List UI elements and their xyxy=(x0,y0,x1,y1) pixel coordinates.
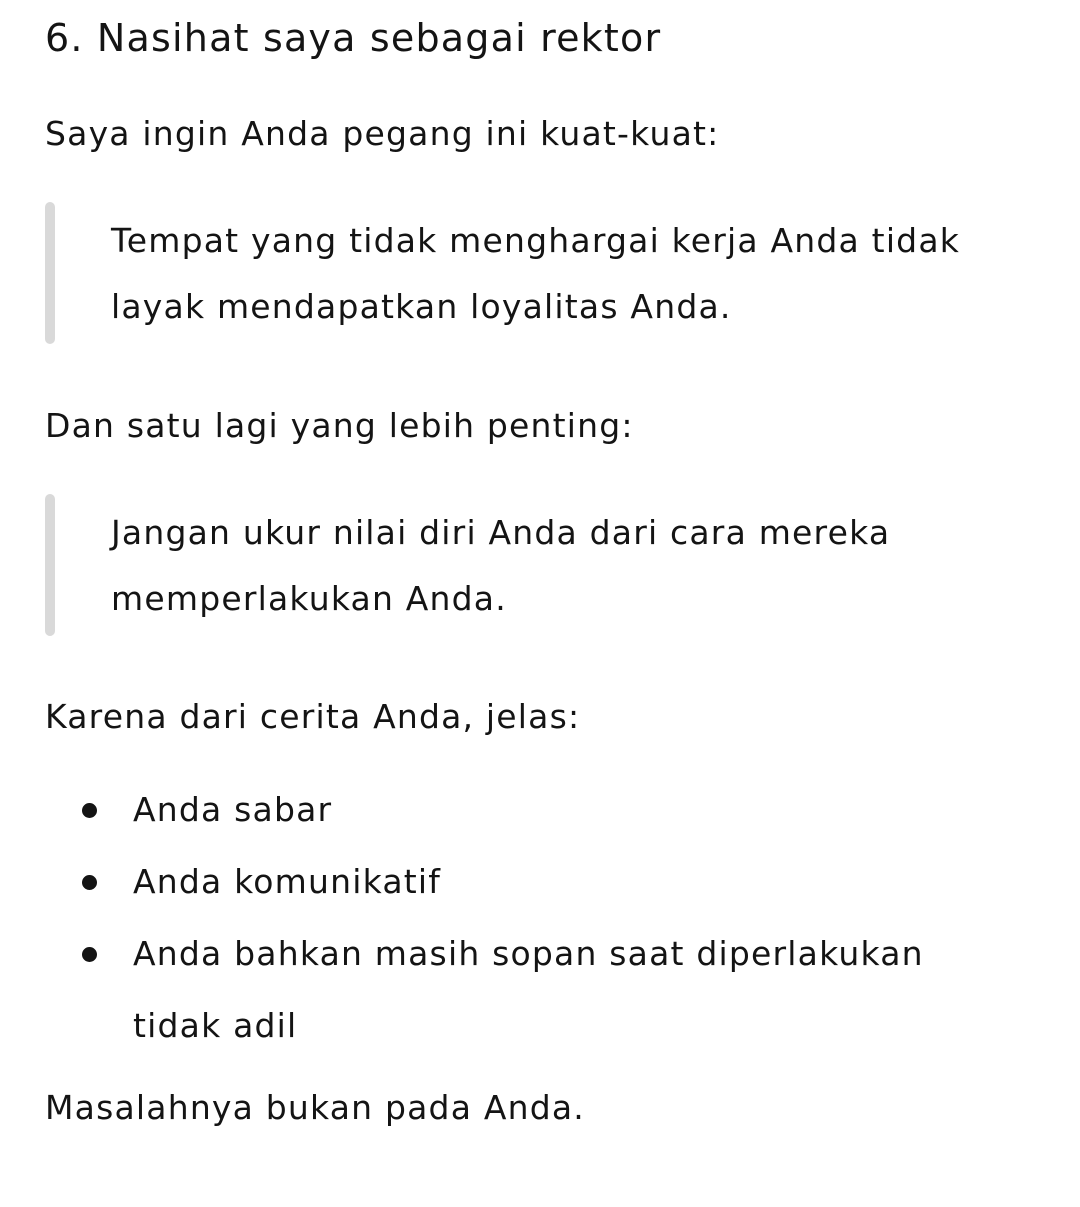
closing-paragraph: Masalahnya bukan pada Anda. xyxy=(45,1088,585,1127)
section-heading: 6. Nasihat saya sebagai rektor xyxy=(45,16,662,60)
bullet-icon xyxy=(82,947,97,962)
list-item xyxy=(45,774,1045,846)
list-item-text: Anda sabar xyxy=(133,790,333,829)
blockquote-bar xyxy=(45,202,55,344)
qualities-list xyxy=(45,774,1045,1062)
list-item-text: tidak adil xyxy=(133,1006,298,1045)
blockquote-line: memperlakukan Anda. xyxy=(111,579,507,618)
list-item-text: Anda komunikatif xyxy=(133,862,442,901)
blockquote-text xyxy=(111,208,1011,340)
blockquote-line: Jangan ukur nilai diri Anda dari cara mereka xyxy=(111,513,891,552)
blockquote-self-worth xyxy=(45,494,1025,636)
blockquote-bar xyxy=(45,494,55,636)
list-item xyxy=(45,846,1045,918)
blockquote-text xyxy=(111,500,1011,632)
third-paragraph: Karena dari cerita Anda, jelas: xyxy=(45,697,581,736)
bullet-icon xyxy=(82,875,97,890)
bullet-icon xyxy=(82,803,97,818)
blockquote-line: Tempat yang tidak menghargai kerja Anda tidak xyxy=(111,221,961,260)
list-item xyxy=(45,918,1045,1062)
blockquote-loyalty xyxy=(45,202,1025,344)
list-item-text: Anda bahkan masih sopan saat diperlakukan xyxy=(133,934,924,973)
intro-paragraph: Saya ingin Anda pegang ini kuat-kuat: xyxy=(45,114,720,153)
blockquote-line: layak mendapatkan loyalitas Anda. xyxy=(111,287,732,326)
second-paragraph: Dan satu lagi yang lebih penting: xyxy=(45,406,634,445)
